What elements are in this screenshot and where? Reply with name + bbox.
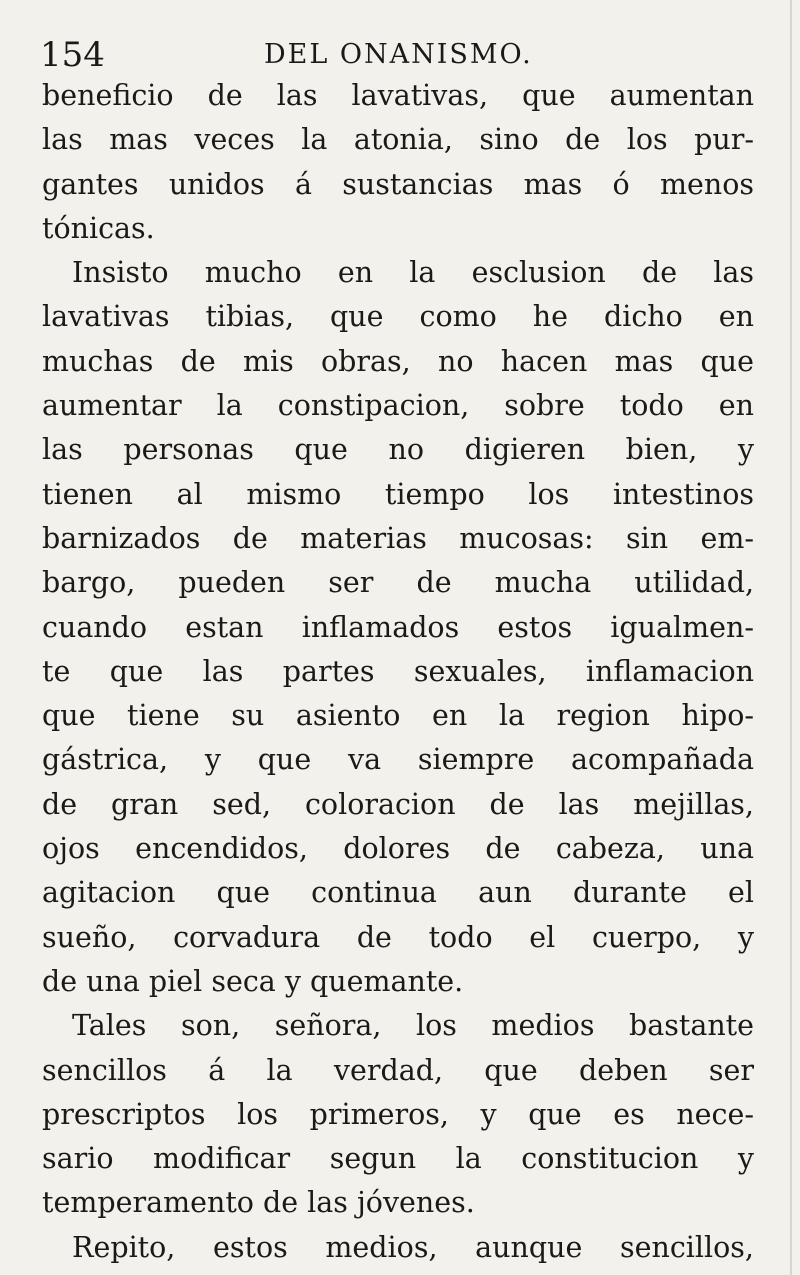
text-line: beneficio de las lavativas, que aumentan [42, 79, 754, 112]
text-line: barnizados de materias mucosas: sin em- [42, 521, 754, 555]
text-line: gástrica, y que va siempre acompañada [42, 743, 754, 777]
text-line: agitacion que continua aun durante el [42, 876, 754, 910]
text-line: sencillos á la verdad, que deben ser [42, 1053, 754, 1087]
text-line: gantes unidos á sustancias mas ó menos [42, 167, 754, 201]
page-header [40, 32, 760, 78]
text-line: lavativas tibias, que como he dicho en [42, 300, 754, 334]
text-line: muchas de mis obras, no hacen mas que [42, 344, 754, 378]
text-line: de una piel seca y quemante. [42, 964, 464, 998]
page-number: 154 [40, 35, 105, 75]
text-line: te que las partes sexuales, inflamacion [42, 654, 754, 688]
body-text [42, 74, 754, 1270]
text-line: bargo, pueden ser de mucha utilidad, [42, 566, 754, 600]
text-line: aumentar la constipacion, sobre todo en [42, 389, 754, 423]
text-line: de gran sed, coloracion de las mejillas, [42, 787, 754, 821]
text-line: sario modificar segun la constitucion y [42, 1142, 754, 1176]
text-line: ojos encendidos, dolores de cabeza, una [42, 832, 754, 866]
text-line: las personas que no digieren bien, y [42, 433, 754, 467]
text-line: sueño, corvadura de todo el cuerpo, y [42, 920, 754, 954]
text-line: las mas veces la atonia, sino de los pur- [42, 123, 754, 157]
text-line: cuando estan inflamados estos igualmen- [42, 610, 754, 644]
text-line: Insisto mucho en la esclusion de las [72, 256, 754, 290]
text-line: prescriptos los primeros, y que es nece- [42, 1097, 754, 1131]
running-head: DEL ONANISMO. [264, 39, 533, 70]
text-line: tónicas. [42, 211, 155, 245]
text-line: que tiene su asiento en la region hipo- [42, 699, 754, 733]
page-edge-line [790, 0, 792, 1275]
text-line: tienen al mismo tiempo los intestinos [42, 477, 754, 511]
text-line: Tales son, señora, los medios bastante [72, 1009, 754, 1043]
text-line: temperamento de las jóvenes. [42, 1186, 475, 1220]
text-line: Repito, estos medios, aunque sencillos, [72, 1230, 754, 1264]
